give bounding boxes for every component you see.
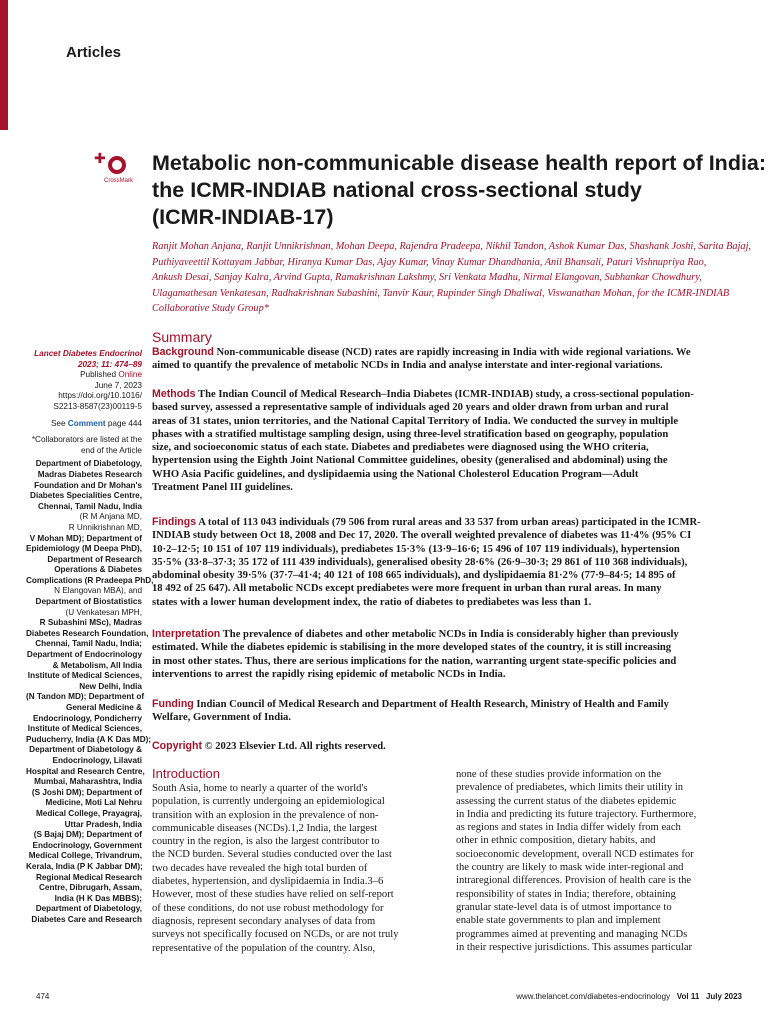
affiliation-line: Institute of Medical Sciences, <box>27 724 142 734</box>
summary-heading: Summary <box>152 329 212 345</box>
affiliation-line: Department of Diabetology, <box>35 904 142 914</box>
collaborators-note: *Collaborators are listed at the <box>31 435 142 445</box>
paragraph-line: two decades have revealed the high total burden of <box>152 862 368 874</box>
affiliation-line: (S Joshi DM); Department of <box>31 787 142 797</box>
affiliation-line: R Subashini MSc), Madras <box>39 618 142 628</box>
journal-name[interactable]: Lancet Diabetes Endocrinol <box>34 349 142 358</box>
affiliation-line: Medicine, Moti Lal Nehru <box>45 798 142 808</box>
footer-date: July 2023 <box>705 992 742 1001</box>
affiliation-line: Endocrinology, Pondicherry <box>32 713 142 723</box>
interpretation-label: Interpretation <box>152 628 221 640</box>
abstract-text: The Indian Council of Medical Research–India Diabetes (ICMR-INDIAB) study, a cross-sectional population- <box>195 389 694 400</box>
header-accent-bar <box>0 0 8 130</box>
see-comment-line: See Comment page 444 <box>50 418 142 428</box>
abstract-line: Welfare, Government of India. <box>152 712 291 724</box>
affiliation-line: & Metabolism, All India <box>52 660 142 670</box>
crossmark-plus-icon: ✚ <box>94 151 106 167</box>
affiliation-line: Operations & Diabetes <box>54 565 142 575</box>
author-list <box>152 239 752 317</box>
abstract-line: aimed to quantify the prevalence of metabolic NCDs in India and analyse interstate and inter-regional variations. <box>152 360 663 372</box>
abstract-line: WHO Asia Pacific guidelines, and dyslipidaemia using the National Cholesterol Education Program—Adult <box>152 468 639 480</box>
page-number: 474 <box>36 992 50 1001</box>
affiliation-line: General Medicine & <box>66 703 142 712</box>
abstract-line: states with a lower human development index, the ratio of diabetes to prediabetes was less than 1. <box>152 596 592 608</box>
abstract-funding <box>152 698 718 725</box>
abstract-line: 18 492 of 25 647). All metabolic NCDs except prediabetes were more frequent in urban than rural areas. In many <box>152 583 662 595</box>
footer-url[interactable]: www.thelancet.com/diabetes-endocrinology <box>516 992 671 1001</box>
abstract-line: phases with a stratified multistage sampling design, using three-level stratification based on geography, population <box>152 428 669 440</box>
abstract-text: The prevalence of diabetes and other metabolic NCDs in India is considerably higher than previously <box>220 629 679 640</box>
author-line: Ankush Desai, Sanjay Kalra, Arvind Gupta, Ramakrishnan Lakshmy, Sri Venkata Madhu, Nirmal Elangovan, Subhankar Chowdhury, <box>152 272 702 283</box>
section-label: Articles <box>66 44 122 61</box>
footer-volume: Vol 11 <box>676 992 700 1001</box>
paragraph-line: prevalence of prediabetes, which limits their utility in <box>456 782 684 794</box>
comment-link[interactable]: Comment <box>67 418 106 428</box>
paragraph-line: none of these studies provide information on the <box>456 769 662 780</box>
affiliation-line: India (H K Das MBBS); <box>54 893 142 903</box>
affiliation-line: (S Bajaj DM); Department of <box>33 830 142 840</box>
paragraph-line: representative of the population of the country. Also, <box>152 942 376 954</box>
affiliation-line: Puducherry, India (A K Das MD); <box>26 734 152 744</box>
abstract-line <box>152 388 718 401</box>
affiliation-line: Diabetes Research Foundation, <box>26 628 149 638</box>
paragraph-line: in their respective jurisdictions. This assumes particular <box>456 941 693 953</box>
abstract-methods <box>152 388 718 494</box>
affiliation-line: Epidemiology (M Deepa PhD), <box>26 544 143 554</box>
abstract-line <box>152 740 718 753</box>
paragraph-line: the NCD burden. Several studies conducted over the last <box>152 849 392 861</box>
affiliation-line: (U Venkatesan MPH, <box>65 607 142 617</box>
paragraph-line: programmes aimed at preventing and managing NCDs <box>456 928 688 940</box>
abstract-line: Treatment Panel III guidelines. <box>152 482 293 494</box>
affiliation-line: Mumbai, Maharashtra, India <box>34 777 142 787</box>
affiliation-line: New Delhi, India <box>79 681 142 691</box>
abstract-line <box>152 346 718 359</box>
crossmark-logo[interactable] <box>94 152 142 192</box>
paragraph-line: communicable diseases (NCDs).1,2 India, the largest <box>152 822 378 834</box>
paragraph-line: assessing the current status of the diabetes epidemic <box>456 795 677 807</box>
author-line: Ranjit Mohan Anjana, Ranjit Unnikrishnan, Mohan Deepa, Rajendra Pradeepa, Nikhil Tandon, Ashok Kumar Das, Shashank Joshi, Sarita Bajaj, <box>152 241 752 252</box>
published-date: June 7, 2023 <box>94 380 142 390</box>
abstract-text: A total of 113 043 individuals (79 506 from rural areas and 33 537 from urban areas) participated in the ICMR- <box>196 517 701 528</box>
paragraph-line: diabetes, hypertension, and dyslipidaemia in India.3–6 <box>152 876 384 888</box>
affiliation-line: R Unnikrishnan MD, <box>68 522 142 532</box>
title-line: the ICMR-INDIAB national cross-sectional study <box>152 178 642 202</box>
abstract-text: Indian Council of Medical Research and Department of Health Research, Ministry of Health and Family <box>193 699 669 710</box>
abstract-text: © 2023 Elsevier Ltd. All rights reserved. <box>202 741 386 752</box>
footer-journal-info <box>516 992 742 1001</box>
paragraph-line: enable state governments to plan and implement <box>456 915 661 927</box>
abstract-line: interventions to arrest the rapidly rising epidemic of metabolic NCDs in India. <box>152 668 506 680</box>
paragraph-line: South Asia, home to nearly a quarter of the world's <box>152 783 368 794</box>
affiliation-line: V Mohan MD); Department of <box>29 533 142 543</box>
paragraph-line: transition with an explosion in the prevalence of non- <box>152 809 379 821</box>
abstract-line <box>152 698 718 711</box>
paragraph-line: intraregional differences. Provision of health care is the <box>456 875 692 887</box>
abstract-line: hypertension using the Eighth Joint National Committee guidelines, obesity (generalised and abdominal) using the <box>152 455 668 467</box>
abstract-line: areas of 31 states, union territories, and the National Capital Territory of India. We conducted the survey in multiple <box>152 415 679 427</box>
paragraph-line: as regions and states in India differ widely from each <box>456 822 681 834</box>
affiliation-line: Foundation and Dr Mohan's <box>34 480 142 490</box>
affiliation-line: N Elangovan MBA), and <box>54 586 142 596</box>
affiliation-line: Hospital and Research Centre, <box>26 766 145 776</box>
abstract-line: abdominal obesity 39·5% (37·7–41·4; 40 121 of 108 665 individuals), and dyslipidaemia 81·2% (77·9–84·5; 14 895 of <box>152 570 676 582</box>
journal-citation: 2023; 11: 474–89 <box>77 359 142 369</box>
background-label: Background <box>152 346 214 358</box>
abstract-line: in most other states. Thus, there are serious implications for the nation, warranting urgent state-specific policies and <box>152 655 677 667</box>
affiliation-line: Department of Diabetology, <box>35 459 142 469</box>
paragraph-line: population, is currently undergoing an epidemiological <box>152 796 385 808</box>
paragraph-line: in India and predicting its future trajectory. Furthermore, <box>456 808 697 820</box>
affiliation-line: Kerala, India (P K Jabbar DM); <box>26 861 143 871</box>
affiliation-line: Institute of Medical Sciences, <box>27 671 142 681</box>
crossmark-label: CrossMark <box>104 178 134 184</box>
crossmark-ring-icon <box>108 156 126 174</box>
collaborators-note-2: end of the Article <box>81 445 142 455</box>
doi-link-2[interactable]: S2213-8587(23)00119-5 <box>53 401 142 411</box>
affiliation-line: Diabetes Specialities Centre, <box>30 491 142 501</box>
affiliation-line: Endocrinology, Government <box>32 840 142 850</box>
affiliations <box>26 459 154 925</box>
affiliation-line: (R M Anjana MD, <box>79 512 142 522</box>
affiliation-line: Chennai, Tamil Nadu, India; <box>35 639 142 649</box>
author-line: Ulagamathesan Venkatesan, Radhakrishnan Subashini, Tanvir Kaur, Rupinder Singh Dhaliwal, Viswanathan Mohan, for the ICMR-INDIAB <box>152 287 730 299</box>
paragraph-line: diagnosis, represent secondary analyses of data from <box>152 915 376 927</box>
affiliation-line: Complications (R Pradeepa PhD, <box>26 575 154 585</box>
paragraph-line: the country are likely to mask wide inter-regional and <box>456 862 684 874</box>
abstract-findings <box>152 516 718 609</box>
affiliation-line: Medical College, Prayagraj, <box>35 808 142 818</box>
paragraph-line: However, most of these studies have relied on self-report <box>152 889 394 901</box>
title-line: Metabolic non-communicable disease health report of India: <box>152 151 767 175</box>
affiliation-line: Department of Research <box>47 554 142 564</box>
affiliation-line: Madras Diabetes Research <box>37 469 142 479</box>
affiliation-line: Department of Diabetology & <box>29 745 142 755</box>
introduction-heading: Introduction <box>152 766 220 781</box>
paragraph-line: granular state-level data is of utmost importance to <box>456 901 672 913</box>
affiliation-line: Department of Endocrinology <box>26 650 142 660</box>
paragraph-line: country in the region, is also the largest contributor to <box>152 836 380 848</box>
paragraph-line: socioeconomic development, overall NCD estimates for <box>456 848 694 860</box>
citation-sidebar <box>26 349 154 925</box>
paragraph-line: surveys not specifically focused on NCDs, or are not truly <box>152 929 399 941</box>
abstract-line: INDIAB study between Oct 18, 2008 and Dec 17, 2020. The overall weighted prevalence of diabetes was 11·4% (95% CI <box>152 530 692 542</box>
abstract-line: based survey, assessed a representative sample of individuals aged 20 years and older drawn from urban and rural <box>152 402 669 414</box>
abstract-line: estimated. While the diabetes epidemic is stabilising in the more developed states of the country, it is still increasing <box>152 642 672 654</box>
affiliation-line: Uttar Pradesh, India <box>64 819 142 829</box>
abstract-line: 10·2–12·5; 10 151 of 107 119 individuals), prediabetes 15·3% (13·9–16·6; 15 496 of 107 119 individuals), hypertension <box>152 543 680 555</box>
introduction-left-column <box>152 782 414 955</box>
affiliation-line: Regional Medical Research <box>35 872 142 882</box>
doi-link-1[interactable]: https://doi.org/10.1016/ <box>58 391 142 401</box>
abstract-copyright <box>152 740 718 753</box>
copyright-label: Copyright <box>152 740 203 752</box>
author-line: Puthiyaveettil Kottayam Jabbar, Hiranya Kumar Das, Ajay Kumar, Vinay Kumar Dhandhania, Anil Bhansali, Paturi Vishnupriya Rao, <box>152 256 707 268</box>
abstract-line <box>152 516 718 529</box>
abstract-line: 35·5% (33·8–37·3; 35 172 of 111 439 individuals), generalised obesity 28·6% (26·9–30·3; 29 861 of 110 368 individuals), <box>152 556 688 568</box>
abstract-interpretation <box>152 628 718 681</box>
affiliation-line: Medical College, Trivandrum, <box>28 851 142 861</box>
funding-label: Funding <box>152 698 194 710</box>
affiliation-line: (N Tandon MD); Department of <box>26 692 145 702</box>
affiliation-line: Diabetes Care and Research <box>31 914 142 924</box>
affiliation-line: Endocrinology, Lilavati <box>52 755 142 765</box>
paragraph-line: of these conditions, do not use robust methodology for <box>152 902 384 914</box>
abstract-background <box>152 346 718 373</box>
findings-label: Findings <box>152 516 197 528</box>
abstract-line <box>152 628 718 641</box>
affiliation-line: Centre, Dibrugarh, Assam, <box>39 883 142 893</box>
author-line: Collaborative Study Group* <box>152 303 269 314</box>
affiliation-line: Chennai, Tamil Nadu, India <box>37 501 142 511</box>
title-line: (ICMR-INDIAB-17) <box>152 205 334 229</box>
published-line: Published Online <box>80 370 142 380</box>
abstract-line: size, and socioeconomic status of each state. Diabetes and prediabetes were diagnosed using the WHO criteria, <box>152 442 649 454</box>
introduction-right-column <box>456 768 718 954</box>
article-title <box>152 150 767 231</box>
affiliation-line: Department of Biostatistics <box>35 597 142 607</box>
paragraph-line: other in ethnic composition, dietary habits, and <box>456 835 656 847</box>
abstract-text: Non-communicable disease (NCD) rates are rapidly increasing in India with wide regional variations. We <box>213 347 691 358</box>
methods-label: Methods <box>152 388 196 400</box>
paragraph-line: responsibility of states in India; therefore, obtaining <box>456 888 676 900</box>
